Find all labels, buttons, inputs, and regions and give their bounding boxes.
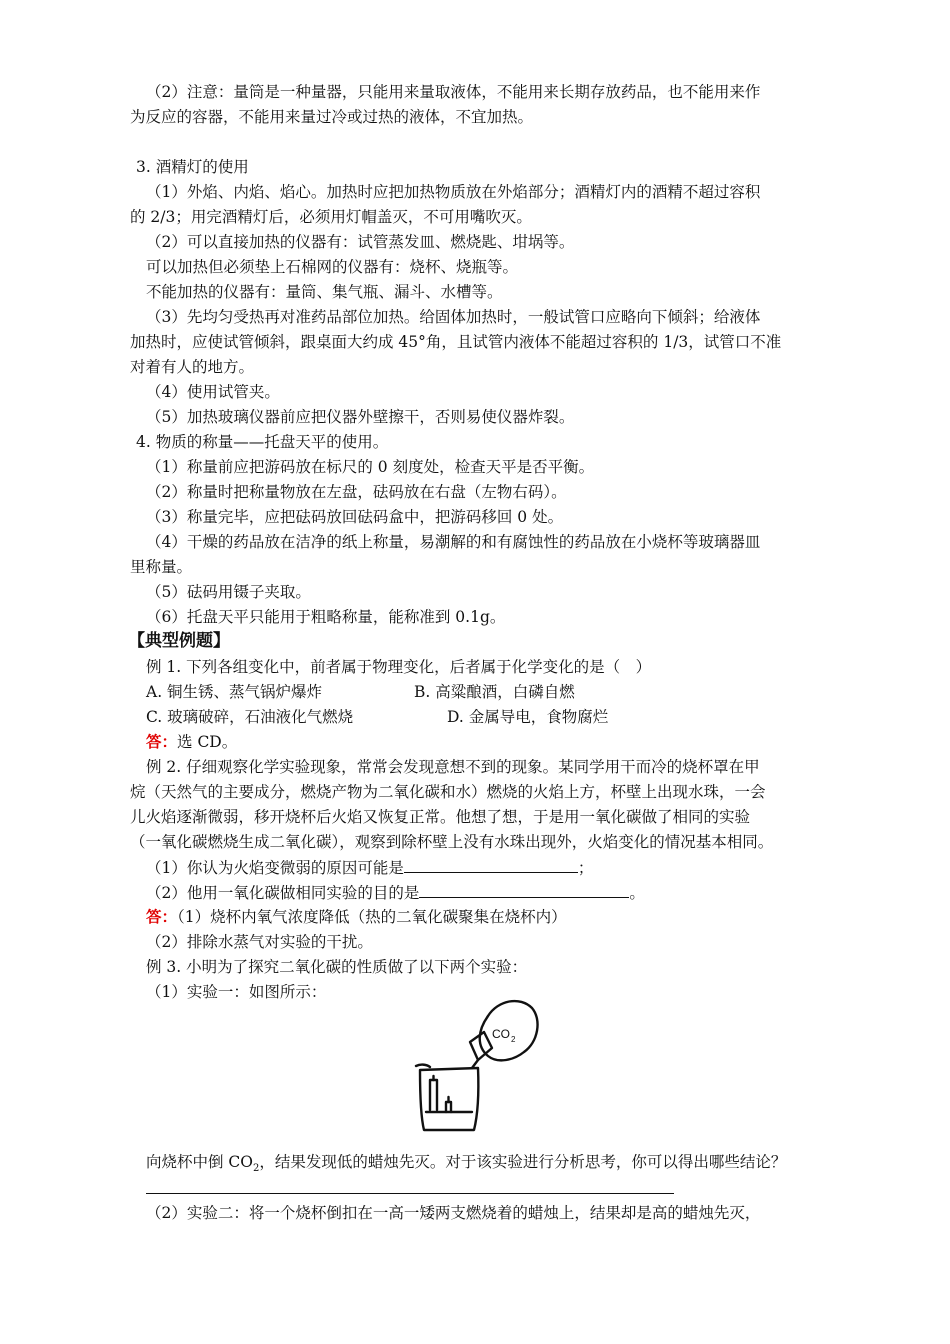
- experiment-1-desc-b: ，结果发现低的蜡烛先灭。对于该实验进行分析思考，你可以得出哪些结论？: [259, 1153, 787, 1171]
- text-line: 不能加热的仪器有：量筒、集气瓶、漏斗、水槽等。: [146, 283, 503, 301]
- text-line: （2）可以直接加热的仪器有：试管蒸发皿、燃烧匙、坩埚等。: [146, 233, 575, 251]
- experiment-1-desc-a: 向烧杯中倒 CO: [146, 1153, 253, 1171]
- example-2-text: （一氧化碳燃烧生成二氧化碳），观察到除杯壁上没有水珠出现外，火焰变化的情况基本相同。: [130, 833, 774, 851]
- co2-pouring-figure: [406, 994, 546, 1140]
- answer-blank[interactable]: [404, 857, 578, 873]
- text-line: 可以加热但必须垫上石棉网的仪器有：烧杯、烧瓶等。: [146, 258, 519, 276]
- text-line: （3）先均匀受热再对准药品部位加热。给固体加热时，一般试管口应略向下倾斜；给液体: [146, 308, 761, 326]
- experiment-1-label: （1）实验一：如图所示：: [146, 983, 327, 1001]
- option-c: C. 玻璃破碎，石油液化气燃烧: [146, 708, 354, 726]
- experiment-1-description: [146, 1152, 786, 1179]
- text-line: （2）注意：量筒是一种量器，只能用来量取液体，不能用来长期存放药品，也不能用来作: [146, 83, 761, 101]
- section-heading: 【典型例题】: [128, 631, 230, 651]
- answer-1: [146, 732, 237, 752]
- question-1: [146, 857, 593, 878]
- answer-rule-line[interactable]: [146, 1193, 674, 1194]
- experiment-2-text: （2）实验二：将一个烧杯倒扣在一高一矮两支燃烧着的蜡烛上，结果却是高的蜡烛先灭，: [146, 1204, 761, 1222]
- section-title: 4. 物质的称量——托盘天平的使用。: [136, 433, 389, 451]
- text-line: 里称量。: [130, 558, 193, 576]
- example-2-text: 儿火焰逐渐微弱，移开烧杯后火焰又恢复正常。他想了想，于是用一氧化碳做了相同的实验: [130, 808, 751, 826]
- answer-2: [146, 907, 567, 927]
- example-3-text: 例 3. 小明为了探究二氧化碳的性质做了以下两个实验：: [146, 958, 528, 976]
- text-line: （4）干燥的药品放在洁净的纸上称量，易潮解的和有腐蚀性的药品放在小烧杯等玻璃器皿: [146, 533, 761, 551]
- short-candle-icon: [446, 1102, 451, 1112]
- text-line: （1）外焰、内焰、焰心。加热时应把加热物质放在外焰部分；酒精灯内的酒精不超过容积: [146, 183, 761, 201]
- text-line: （5）砝码用镊子夹取。: [146, 583, 311, 601]
- answer-blank[interactable]: [419, 882, 629, 898]
- answer-text: （1）烧杯内氧气浓度降低（热的二氧化碳聚集在烧杯内）: [177, 908, 567, 926]
- option-b: B. 高粱酿酒，白磷自燃: [414, 683, 575, 701]
- text-line: （1）称量前应把游码放在标尺的 0 刻度处，检查天平是否平衡。: [146, 458, 595, 476]
- text-line: 加热时，应使试管倾斜，跟桌面大约成 45°角，且试管内液体不能超过容积的 1/3，试管口不准: [130, 333, 782, 351]
- question-1-end: ；: [577, 859, 594, 877]
- answer-2-part-2: （2）排除水蒸气对实验的干扰。: [146, 933, 373, 951]
- answer-text: 选 CD。: [177, 733, 238, 751]
- option-d: D. 金属导电，食物腐烂: [447, 708, 609, 726]
- section-title: 3. 酒精灯的使用: [136, 158, 249, 176]
- text-line: （4）使用试管夹。: [146, 383, 280, 401]
- example-2-text: 例 2. 仔细观察化学实验现象，常常会发现意想不到的现象。某同学用干而冷的烧杯罩在甲: [146, 758, 760, 776]
- bottle-label-subscript: 2: [511, 1035, 516, 1044]
- answer-label: 答：: [146, 907, 178, 926]
- text-line: 的 2/3；用完酒精灯后，必须用灯帽盖灭，不可用嘴吹灭。: [130, 208, 532, 226]
- question-2-end: 。: [629, 884, 645, 902]
- answer-label: 答：: [146, 732, 178, 751]
- option-a: A. 铜生锈、蒸气锅炉爆炸: [146, 683, 323, 701]
- question-1-text: （1）你认为火焰变微弱的原因可能是: [146, 859, 404, 877]
- question-2-text: （2）他用一氧化碳做相同实验的目的是: [146, 884, 420, 902]
- tall-candle-icon: [430, 1080, 437, 1110]
- bottle-label: CO: [492, 1027, 510, 1041]
- text-line: （5）加热玻璃仪器前应把仪器外壁擦干，否则易使仪器炸裂。: [146, 408, 575, 426]
- question-2: [146, 882, 645, 903]
- experiment-1-desc-sub: 2: [253, 1163, 260, 1175]
- text-line: 对着有人的地方。: [130, 358, 255, 376]
- text-line: 为反应的容器，不能用来量过冷或过热的液体，不宜加热。: [130, 108, 534, 126]
- text-line: （6）托盘天平只能用于粗略称量，能称准到 0.1g。: [146, 608, 506, 626]
- example-2-text: 烷（天然气的主要成分，燃烧产物为二氧化碳和水）燃烧的火焰上方，杯壁上出现水珠，一会: [130, 783, 766, 801]
- example-1-question: 例 1. 下列各组变化中，前者属于物理变化，后者属于化学变化的是（ ）: [146, 658, 652, 676]
- text-line: （3）称量完毕，应把砝码放回砝码盒中，把游码移回 0 处。: [146, 508, 564, 526]
- text-line: （2）称量时把称量物放在左盘，砝码放在右盘（左物右码）。: [146, 483, 567, 501]
